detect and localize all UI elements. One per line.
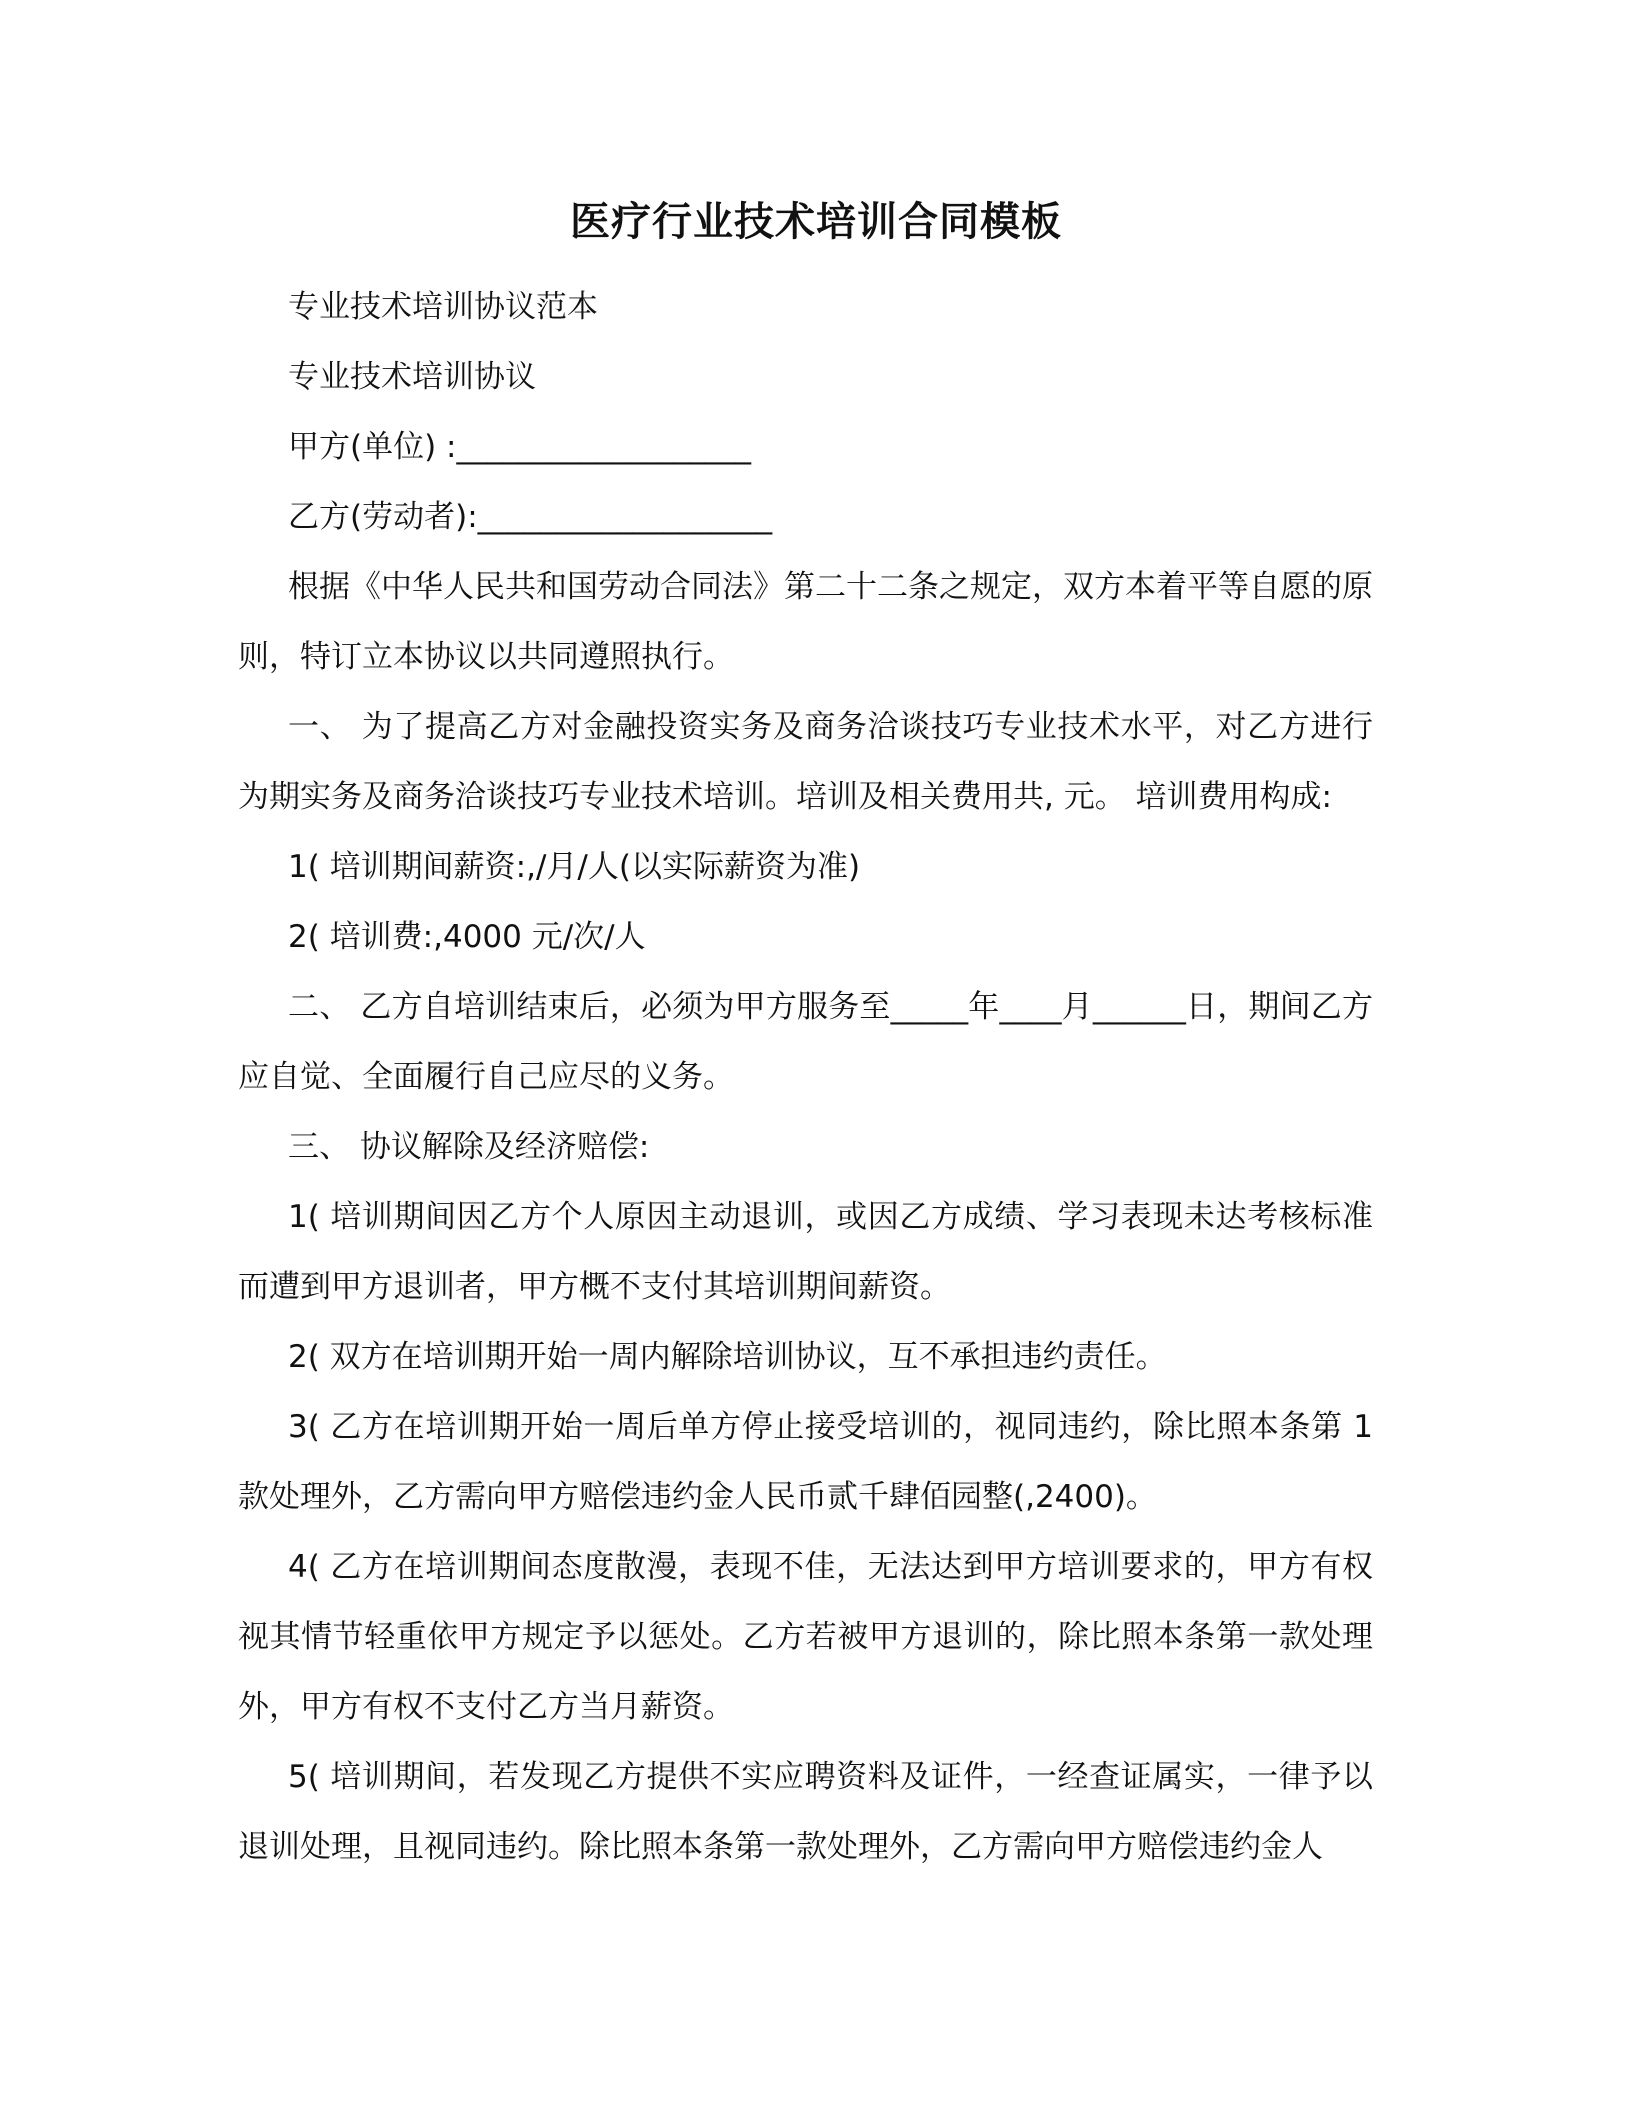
clause-3-item-2: 2( 双方在培训期开始一周内解除培训协议，互不承担违约责任。: [288, 1339, 1167, 1375]
paragraph-subtitle-2: 专业技术培训协议: [288, 359, 536, 395]
clause-2: 二、 乙方自培训结束后，必须为甲方服务至_____年____月______日，期间乙方应自觉、全面履行自己应尽的义务。: [238, 989, 1373, 1095]
clause-3-heading: 三、 协议解除及经济赔偿:: [288, 1129, 650, 1165]
document-title: 医疗行业技术培训合同模板: [570, 199, 1062, 245]
party-b-line: 乙方(劳动者):___________________: [288, 499, 773, 535]
document-body: [238, 272, 1373, 1882]
clause-1-item-2: 2( 培训费:,4000 元/次/人: [288, 919, 646, 955]
clause-1: 一、 为了提高乙方对金融投资实务及商务洽谈技巧专业技术水平，对乙方进行为期实务及商务洽谈技巧专业技术培训。培训及相关费用共, 元。 培训费用构成:: [238, 709, 1373, 815]
clause-3-item-4: 4( 乙方在培训期间态度散漫，表现不佳，无法达到甲方培训要求的，甲方有权视其情节轻重依甲方规定予以惩处。乙方若被甲方退训的，除比照本条第一款处理外，甲方有权不支付乙方当月薪资。: [238, 1549, 1373, 1725]
clause-3-item-3: 3( 乙方在培训期开始一周后单方停止接受培训的，视同违约，除比照本条第 1款处理外，乙方需向甲方赔偿违约金人民币贰千肆佰园整(,2400)。: [238, 1409, 1373, 1515]
clause-1-item-1: 1( 培训期间薪资:,/月/人(以实际薪资为准): [288, 849, 861, 885]
paragraph-basis: 根据《中华人民共和国劳动合同法》第二十二条之规定，双方本着平等自愿的原则，特订立本协议以共同遵照执行。: [238, 569, 1373, 675]
party-a-line: 甲方(单位) :___________________: [288, 429, 751, 465]
clause-3-item-1: 1( 培训期间因乙方个人原因主动退训，或因乙方成绩、学习表现未达考核标准而遭到甲方退训者，甲方概不支付其培训期间薪资。: [238, 1199, 1373, 1305]
paragraph-subtitle-1: 专业技术培训协议范本: [288, 289, 598, 325]
clause-3-item-5: 5( 培训期间，若发现乙方提供不实应聘资料及证件，一经查证属实，一律予以退训处理，且视同违约。除比照本条第一款处理外，乙方需向甲方赔偿违约金人: [238, 1759, 1373, 1865]
